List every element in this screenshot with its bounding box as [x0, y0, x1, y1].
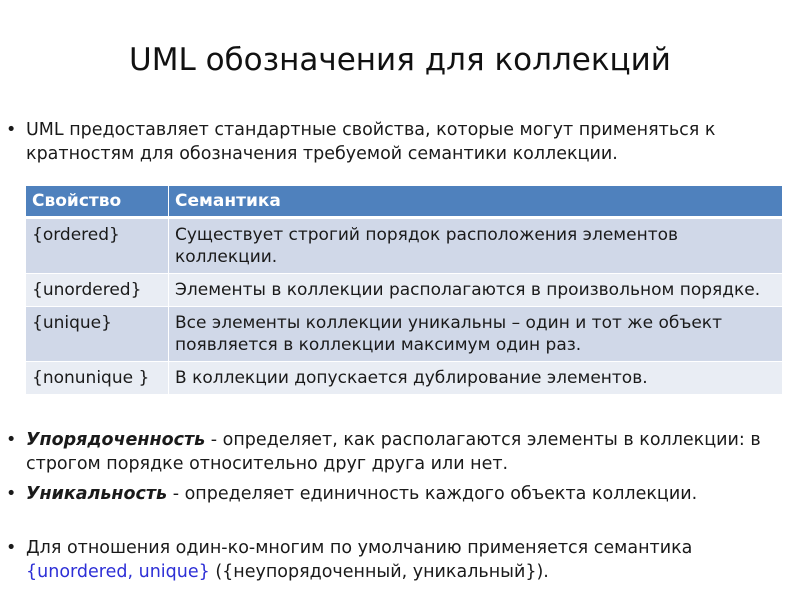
cell-semantics: Все элементы коллекции уникальны – один и тот же объект появляется в коллекции максимум один раз.	[169, 307, 783, 362]
default-text-before: Для отношения один-ко-многим по умолчанию применяется семантика	[26, 538, 693, 558]
cell-semantics: В коллекции допускается дублирование элементов.	[169, 362, 783, 395]
bullet-dot: •	[6, 538, 17, 558]
ordering-description: - определяет, как располагаются элементы в коллекции: в строгом порядке относительно друг друга или нет.	[26, 430, 761, 474]
default-text	[26, 536, 776, 584]
table-row	[26, 307, 782, 362]
intro-text: UML предоставляет стандартные свойства, которые могут применяться к кратностям для обозначения требуемой семантики коллекции.	[26, 120, 716, 164]
slide-title: UML обозначения для коллекций	[129, 42, 671, 78]
cell-property: {unique}	[26, 307, 169, 362]
properties-table	[26, 186, 782, 395]
bullet-dot: •	[6, 430, 17, 450]
uniqueness-text	[26, 482, 776, 506]
uniqueness-description: - определяет единичность каждого объекта коллекции.	[167, 484, 698, 504]
bullet-ordering	[6, 428, 776, 476]
ordering-text	[26, 428, 776, 476]
cell-property: {nonunique }	[26, 362, 169, 395]
cell-property: {ordered}	[26, 218, 169, 274]
bullet-default	[6, 536, 776, 584]
bullet-dot: •	[6, 484, 17, 504]
cell-semantics: Существует строгий порядок расположения элементов коллекции.	[169, 218, 783, 274]
table-header-row	[26, 186, 782, 218]
header-property: Свойство	[26, 186, 169, 218]
table-row	[26, 274, 782, 307]
header-semantics: Семантика	[169, 186, 783, 218]
bullet-uniqueness	[6, 482, 776, 506]
uniqueness-term: Уникальность	[26, 484, 168, 504]
bullet-intro	[6, 118, 776, 166]
default-text-after: ({неупорядоченный, уникальный}).	[209, 562, 549, 582]
cell-semantics: Элементы в коллекции располагаются в произвольном порядке.	[169, 274, 783, 307]
cell-property: {unordered}	[26, 274, 169, 307]
table-row	[26, 218, 782, 274]
default-highlight: {unordered, unique}	[26, 562, 210, 582]
table-row	[26, 362, 782, 395]
bullet-dot: •	[6, 120, 17, 140]
ordering-term: Упорядоченность	[26, 430, 206, 450]
